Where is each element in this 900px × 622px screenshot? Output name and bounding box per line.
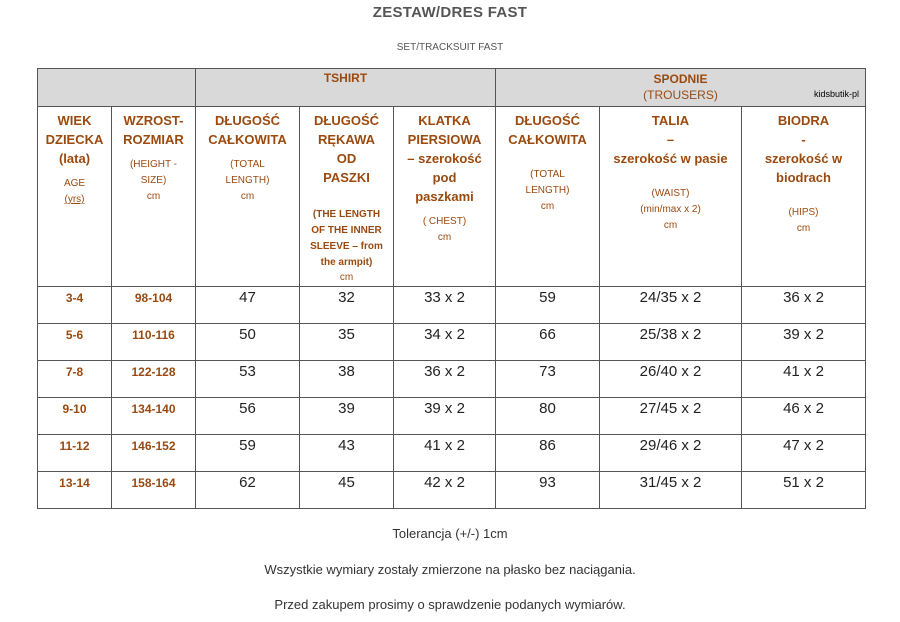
table-row [38,435,866,472]
header-height-l2: ROZMIAR [123,132,184,147]
cell-hips: 51 x 2 [742,472,866,509]
header-tshirt-length-l2: CAŁKOWITA [208,132,287,147]
header-age-l3: (lata) [58,151,91,166]
group-trousers-label: (TROUSERS) [643,88,718,102]
cell-waist: 24/35 x 2 [600,287,742,324]
header-sleeve-l4: PASZKI [323,170,370,185]
cell-sleeve: 45 [300,472,394,509]
header-sleeve-unit: cm [339,272,354,283]
cell-height: 134-140 [112,398,196,435]
header-height-unit: cm [146,191,161,202]
cell-chest: 39 x 2 [394,398,496,435]
cell-tshirt-length: 53 [196,361,300,398]
header-waist-l2: – [666,132,675,147]
cell-age: 13-14 [38,472,112,509]
header-trousers-length [496,107,600,287]
header-hips-l4: biodrach [776,170,831,185]
cell-hips: 39 x 2 [742,324,866,361]
group-spodnie [496,69,866,107]
header-trousers-length-l1: DŁUGOŚĆ [515,113,580,128]
cell-waist: 31/45 x 2 [600,472,742,509]
shop-watermark: kidsbutik-pl [813,89,859,99]
cell-height: 110-116 [112,324,196,361]
header-hips-unit: cm [796,223,811,234]
group-empty-cell [38,69,196,107]
header-chest-l5: paszkami [415,189,474,204]
cell-sleeve: 43 [300,435,394,472]
header-tshirt-length-unit: cm [240,191,255,202]
cell-chest: 42 x 2 [394,472,496,509]
header-tshirt-length-en1: (TOTAL [230,159,265,170]
table-row [38,398,866,435]
header-sleeve-en1: (THE LENGTH [312,209,381,220]
header-waist-l3: szerokość w pasie [613,151,728,166]
header-waist-en1: (WAIST) [651,188,690,199]
header-sleeve-l3: OD [336,151,357,166]
check-note: Przed zakupem prosimy o sprawdzenie podanych wymiarów. [274,597,626,612]
cell-age: 9-10 [38,398,112,435]
header-trousers-length-en1: (TOTAL [530,169,565,180]
cell-height: 158-164 [112,472,196,509]
page-title: ZESTAW/DRES FAST [372,4,528,21]
table-row [38,472,866,509]
header-age-l2: DZIECKA [45,132,104,147]
header-chest-en1: ( CHEST) [422,216,467,227]
cell-sleeve: 39 [300,398,394,435]
header-sleeve-en3: SLEEVE – from [310,241,383,252]
cell-waist: 26/40 x 2 [600,361,742,398]
cell-age: 3-4 [38,287,112,324]
cell-chest: 41 x 2 [394,435,496,472]
cell-tshirt-length: 62 [196,472,300,509]
column-header-row [38,107,866,287]
cell-waist: 29/46 x 2 [600,435,742,472]
measurement-note: Wszystkie wymiary zostały zmierzone na płasko bez naciągania. [264,562,636,577]
cell-height: 98-104 [112,287,196,324]
header-trousers-length-unit: cm [540,201,555,212]
header-chest-l1: KLATKA [418,113,471,128]
cell-height: 122-128 [112,361,196,398]
table-row [38,287,866,324]
cell-tshirt-length: 56 [196,398,300,435]
group-tshirt-label: TSHIRT [323,71,368,85]
cell-height: 146-152 [112,435,196,472]
cell-trousers-length: 80 [496,398,600,435]
header-waist [600,107,742,287]
cell-trousers-length: 93 [496,472,600,509]
size-table [37,68,866,509]
header-hips-l1: BIODRA [777,113,830,128]
header-age-l1: WIEK [57,113,92,128]
header-hips-en1: (HIPS) [788,207,819,218]
header-hips-l2: - [801,132,806,147]
header-sleeve [300,107,394,287]
cell-age: 5-6 [38,324,112,361]
cell-hips: 47 x 2 [742,435,866,472]
cell-hips: 46 x 2 [742,398,866,435]
page-subtitle: SET/TRACKSUIT FAST [396,42,504,53]
cell-hips: 36 x 2 [742,287,866,324]
header-sleeve-en4: the armpit) [320,257,373,268]
header-height [112,107,196,287]
header-tshirt-length [196,107,300,287]
tolerance-note: Tolerancja (+/-) 1cm [392,526,508,541]
header-chest-l4: pod [432,170,457,185]
header-trousers-length-en2: LENGTH) [525,185,570,196]
cell-waist: 27/45 x 2 [600,398,742,435]
header-tshirt-length-l1: DŁUGOŚĆ [215,113,280,128]
cell-chest: 36 x 2 [394,361,496,398]
cell-tshirt-length: 47 [196,287,300,324]
cell-age: 11-12 [38,435,112,472]
header-tshirt-length-en2: LENGTH) [225,175,270,186]
cell-tshirt-length: 50 [196,324,300,361]
header-sleeve-l2: RĘKAWA [317,132,376,147]
header-age-en2: (yrs) [64,194,85,205]
header-sleeve-l1: DŁUGOŚĆ [314,113,379,128]
header-sleeve-en2: OF THE INNER [311,225,382,236]
header-chest-l3: – szerokość [407,151,482,166]
header-height-en2: SIZE) [140,175,167,186]
header-chest-l2: PIERSIOWA [407,132,482,147]
cell-sleeve: 35 [300,324,394,361]
cell-chest: 34 x 2 [394,324,496,361]
cell-trousers-length: 59 [496,287,600,324]
header-hips-l3: szerokość w [764,151,843,166]
header-height-en1: (HEIGHT - [129,159,178,170]
header-height-l1: WZROST- [123,113,184,128]
header-chest [394,107,496,287]
cell-age: 7-8 [38,361,112,398]
cell-trousers-length: 66 [496,324,600,361]
table-row [38,324,866,361]
header-age-en1: AGE [63,178,86,189]
header-trousers-length-l2: CAŁKOWITA [508,132,587,147]
header-waist-l1: TALIA [651,113,690,128]
cell-trousers-length: 73 [496,361,600,398]
cell-waist: 25/38 x 2 [600,324,742,361]
table-row [38,361,866,398]
cell-sleeve: 38 [300,361,394,398]
header-waist-unit: cm [663,220,678,231]
cell-hips: 41 x 2 [742,361,866,398]
cell-chest: 33 x 2 [394,287,496,324]
header-hips [742,107,866,287]
header-waist-en2: (min/max x 2) [640,204,701,215]
group-header-row [38,69,866,107]
group-tshirt [196,69,496,107]
header-chest-unit: cm [437,232,452,243]
group-spodnie-label: SPODNIE [653,72,708,86]
cell-sleeve: 32 [300,287,394,324]
cell-trousers-length: 86 [496,435,600,472]
header-age [38,107,112,287]
cell-tshirt-length: 59 [196,435,300,472]
